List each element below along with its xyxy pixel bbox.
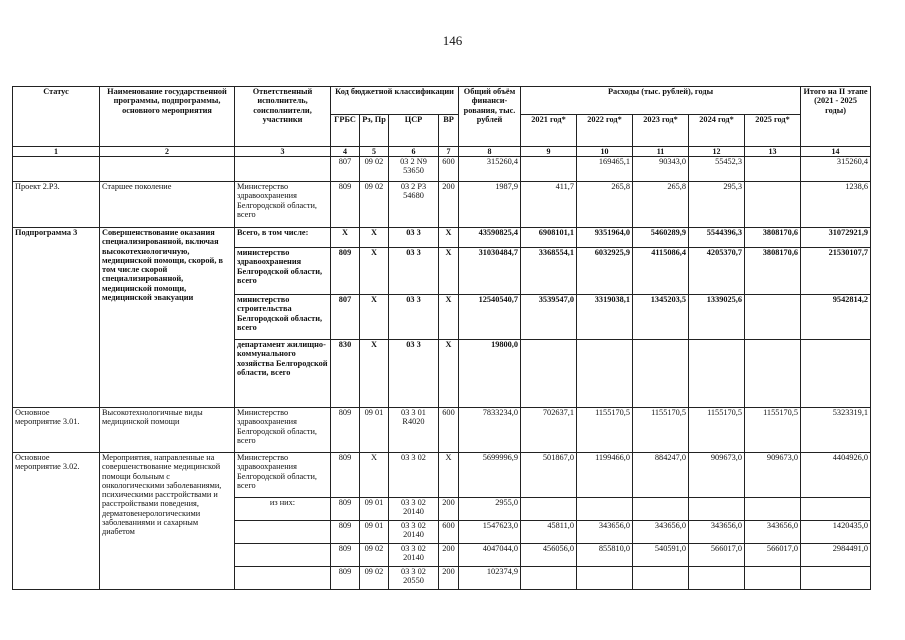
y2023-cell: 1345203,5 — [633, 295, 689, 340]
y2024-cell: 566017,0 — [689, 544, 745, 567]
header-2023: 2023 год* — [633, 115, 689, 147]
y2022-cell: 343656,0 — [577, 521, 633, 544]
executor-cell — [235, 567, 331, 590]
stage-total-cell — [801, 340, 871, 408]
page-number: 146 — [442, 33, 463, 48]
grbs-cell: 809 — [331, 248, 360, 295]
y2025-cell: 1155170,5 — [745, 408, 801, 453]
y2021-cell — [521, 498, 577, 521]
rzpr-cell: 09 02 — [360, 544, 389, 567]
grbs-cell: 809 — [331, 567, 360, 590]
header-expenses: Расходы (тыс. рублей), годы — [521, 87, 801, 115]
rzpr-cell: 09 01 — [360, 408, 389, 453]
y2022-cell — [577, 567, 633, 590]
executor-cell: министерство здравоохранения Белгородской области, всего — [235, 248, 331, 295]
csr-cell: 03 3 01 R4020 — [389, 408, 439, 453]
executor-cell: Министерство здравоохранения Белгородской области, всего — [235, 453, 331, 498]
csr-cell: 03 2 Р3 54680 — [389, 182, 439, 228]
status-cell: Основное мероприятие 3.01. — [13, 408, 100, 453]
header-csr: ЦСР — [389, 115, 439, 147]
y2024-cell: 1155170,5 — [689, 408, 745, 453]
stage-total-cell: 1238,6 — [801, 182, 871, 228]
y2022-cell: 9351964,0 — [577, 228, 633, 248]
grbs-cell: 809 — [331, 408, 360, 453]
y2021-cell: 45811,0 — [521, 521, 577, 544]
csr-cell: 03 3 — [389, 228, 439, 248]
total-cell: 43590825,4 — [459, 228, 521, 248]
column-index-row — [13, 147, 871, 157]
table-row — [13, 228, 871, 248]
y2024-cell: 5544396,3 — [689, 228, 745, 248]
y2025-cell — [745, 567, 801, 590]
executor-cell: департамент жилищно-коммунального хозяйства Белгородской области, всего — [235, 340, 331, 408]
y2022-cell: 169465,1 — [577, 157, 633, 182]
column-index: 8 — [459, 147, 521, 157]
csr-cell: 03 3 — [389, 340, 439, 408]
column-index: 11 — [633, 147, 689, 157]
executor-cell: из них: — [235, 498, 331, 521]
y2025-cell — [745, 340, 801, 408]
y2024-cell: 4205370,7 — [689, 248, 745, 295]
csr-cell: 03 3 02 20140 — [389, 498, 439, 521]
vr-cell: 200 — [439, 498, 459, 521]
y2021-cell — [521, 567, 577, 590]
total-cell: 12540540,7 — [459, 295, 521, 340]
total-cell: 5699996,9 — [459, 453, 521, 498]
header-2025: 2025 год* — [745, 115, 801, 147]
vr-cell: 200 — [439, 567, 459, 590]
column-index: 5 — [360, 147, 389, 157]
column-index: 7 — [439, 147, 459, 157]
vr-cell: 600 — [439, 521, 459, 544]
csr-cell: 03 2 N9 53650 — [389, 157, 439, 182]
rzpr-cell: 09 01 — [360, 521, 389, 544]
y2024-cell — [689, 498, 745, 521]
header-stage-total: Итого на II этапе (2021 - 2025 годы) — [801, 87, 871, 147]
header-name: Наименование государственной программы, подпрограммы, основного мероприятия — [100, 87, 235, 147]
column-index: 2 — [100, 147, 235, 157]
executor-cell: Министерство здравоохранения Белгородской области, всего — [235, 182, 331, 228]
y2023-cell: 540591,0 — [633, 544, 689, 567]
stage-total-cell: 9542814,2 — [801, 295, 871, 340]
y2021-cell: 702637,1 — [521, 408, 577, 453]
table-row — [13, 453, 871, 498]
y2022-cell — [577, 498, 633, 521]
executor-cell: Всего, в том числе: — [235, 228, 331, 248]
stage-total-cell: 4404926,0 — [801, 453, 871, 498]
y2025-cell — [745, 295, 801, 340]
stage-total-cell: 21530107,7 — [801, 248, 871, 295]
y2024-cell: 909673,0 — [689, 453, 745, 498]
rzpr-cell: Х — [360, 248, 389, 295]
y2025-cell — [745, 498, 801, 521]
table-row — [13, 157, 871, 182]
y2023-cell: 4115086,4 — [633, 248, 689, 295]
y2024-cell: 343656,0 — [689, 521, 745, 544]
header-vr: ВР — [439, 115, 459, 147]
vr-cell: 600 — [439, 157, 459, 182]
y2023-cell: 265,8 — [633, 182, 689, 228]
table-row — [13, 408, 871, 453]
name-cell — [100, 157, 235, 182]
y2021-cell: 501867,0 — [521, 453, 577, 498]
y2022-cell: 265,8 — [577, 182, 633, 228]
stage-total-cell — [801, 567, 871, 590]
y2022-cell — [577, 340, 633, 408]
y2025-cell: 343656,0 — [745, 521, 801, 544]
grbs-cell: Х — [331, 228, 360, 248]
rzpr-cell: 09 02 — [360, 157, 389, 182]
stage-total-cell — [801, 498, 871, 521]
total-cell: 315260,4 — [459, 157, 521, 182]
csr-cell: 03 3 02 20140 — [389, 544, 439, 567]
total-cell: 19800,0 — [459, 340, 521, 408]
rzpr-cell: Х — [360, 340, 389, 408]
rzpr-cell: Х — [360, 453, 389, 498]
y2021-cell: 3368554,1 — [521, 248, 577, 295]
grbs-cell: 809 — [331, 182, 360, 228]
y2024-cell — [689, 567, 745, 590]
status-cell — [13, 157, 100, 182]
y2023-cell: 343656,0 — [633, 521, 689, 544]
csr-cell: 03 3 — [389, 248, 439, 295]
y2024-cell: 55452,3 — [689, 157, 745, 182]
grbs-cell: 809 — [331, 498, 360, 521]
grbs-cell: 809 — [331, 544, 360, 567]
header-rzpr: Рз, Пр — [360, 115, 389, 147]
csr-cell: 03 3 02 20140 — [389, 521, 439, 544]
y2023-cell: 1155170,5 — [633, 408, 689, 453]
header-executor: Ответственный исполнитель, соисполнители, участники — [235, 87, 331, 147]
grbs-cell: 809 — [331, 521, 360, 544]
executor-cell — [235, 544, 331, 567]
total-cell: 7833234,0 — [459, 408, 521, 453]
y2025-cell — [745, 157, 801, 182]
rzpr-cell: Х — [360, 228, 389, 248]
vr-cell: Х — [439, 453, 459, 498]
y2021-cell — [521, 340, 577, 408]
y2024-cell: 1339025,6 — [689, 295, 745, 340]
rzpr-cell: 09 02 — [360, 567, 389, 590]
y2025-cell — [745, 182, 801, 228]
vr-cell: 200 — [439, 544, 459, 567]
y2023-cell: 90343,0 — [633, 157, 689, 182]
y2022-cell: 6032925,9 — [577, 248, 633, 295]
column-index: 1 — [13, 147, 100, 157]
csr-cell: 03 3 02 20550 — [389, 567, 439, 590]
status-cell: Основное мероприятие 3.02. — [13, 453, 100, 590]
stage-total-cell: 1420435,0 — [801, 521, 871, 544]
y2025-cell: 566017,0 — [745, 544, 801, 567]
y2023-cell — [633, 498, 689, 521]
y2025-cell: 3808170,6 — [745, 228, 801, 248]
header-grbs: ГРБС — [331, 115, 360, 147]
vr-cell: Х — [439, 228, 459, 248]
y2022-cell: 855810,0 — [577, 544, 633, 567]
table-row — [13, 182, 871, 228]
y2022-cell: 3319038,1 — [577, 295, 633, 340]
executor-cell — [235, 157, 331, 182]
stage-total-cell: 315260,4 — [801, 157, 871, 182]
budget-table — [12, 86, 871, 590]
y2025-cell: 3808170,6 — [745, 248, 801, 295]
rzpr-cell: Х — [360, 295, 389, 340]
total-cell: 1547623,0 — [459, 521, 521, 544]
vr-cell: Х — [439, 248, 459, 295]
name-cell: Высокотехнологичные виды медицинской помощи — [100, 408, 235, 453]
vr-cell: Х — [439, 295, 459, 340]
header-2021: 2021 год* — [521, 115, 577, 147]
header-2024: 2024 год* — [689, 115, 745, 147]
status-cell: Подпрограмма 3 — [13, 228, 100, 408]
total-cell: 4047044,0 — [459, 544, 521, 567]
y2023-cell — [633, 340, 689, 408]
vr-cell: 200 — [439, 182, 459, 228]
y2022-cell: 1199466,0 — [577, 453, 633, 498]
y2025-cell: 909673,0 — [745, 453, 801, 498]
y2021-cell: 411,7 — [521, 182, 577, 228]
csr-cell: 03 3 02 — [389, 453, 439, 498]
column-index: 9 — [521, 147, 577, 157]
y2024-cell — [689, 340, 745, 408]
rzpr-cell: 09 01 — [360, 498, 389, 521]
stage-total-cell: 5323319,1 — [801, 408, 871, 453]
column-index: 3 — [235, 147, 331, 157]
total-cell: 31030484,7 — [459, 248, 521, 295]
column-index: 6 — [389, 147, 439, 157]
vr-cell: 600 — [439, 408, 459, 453]
status-cell: Проект 2.Р3. — [13, 182, 100, 228]
grbs-cell: 807 — [331, 295, 360, 340]
column-index: 12 — [689, 147, 745, 157]
column-index: 4 — [331, 147, 360, 157]
column-index: 10 — [577, 147, 633, 157]
name-cell: Мероприятия, направленные на совершенствование медицинской помощи больным с онкологическими заболеваниями, психическими расстройствами и расстройствами поведения, дерматовенерологическими заболеваниями и сахарным диабетом — [100, 453, 235, 590]
y2022-cell: 1155170,5 — [577, 408, 633, 453]
total-cell: 1987,9 — [459, 182, 521, 228]
name-cell: Старшее поколение — [100, 182, 235, 228]
executor-cell: Министерство здравоохранения Белгородской области, всего — [235, 408, 331, 453]
header-total: Общий объём финанси-рования, тыс. рублей — [459, 87, 521, 147]
total-cell: 102374,9 — [459, 567, 521, 590]
y2023-cell — [633, 567, 689, 590]
y2021-cell: 456056,0 — [521, 544, 577, 567]
grbs-cell: 807 — [331, 157, 360, 182]
y2023-cell: 884247,0 — [633, 453, 689, 498]
executor-cell — [235, 521, 331, 544]
column-index: 13 — [745, 147, 801, 157]
header-status: Статус — [13, 87, 100, 147]
y2021-cell: 3539547,0 — [521, 295, 577, 340]
rzpr-cell: 09 02 — [360, 182, 389, 228]
stage-total-cell: 2984491,0 — [801, 544, 871, 567]
grbs-cell: 830 — [331, 340, 360, 408]
vr-cell: Х — [439, 340, 459, 408]
y2021-cell — [521, 157, 577, 182]
header-2022: 2022 год* — [577, 115, 633, 147]
y2024-cell: 295,3 — [689, 182, 745, 228]
name-cell: Совершенствование оказания специализированной, включая высокотехнологичную, медицинской помощи, скорой, в том числе скорой специализированной, медицинской помощи, медицинской эвакуации — [100, 228, 235, 408]
y2023-cell: 5460289,9 — [633, 228, 689, 248]
header-budget-code: Код бюджетной классификации — [331, 87, 459, 115]
y2021-cell: 6908101,1 — [521, 228, 577, 248]
total-cell: 2955,0 — [459, 498, 521, 521]
executor-cell: министерство строительства Белгородской области, всего — [235, 295, 331, 340]
column-index: 14 — [801, 147, 871, 157]
grbs-cell: 809 — [331, 453, 360, 498]
stage-total-cell: 31072921,9 — [801, 228, 871, 248]
csr-cell: 03 3 — [389, 295, 439, 340]
